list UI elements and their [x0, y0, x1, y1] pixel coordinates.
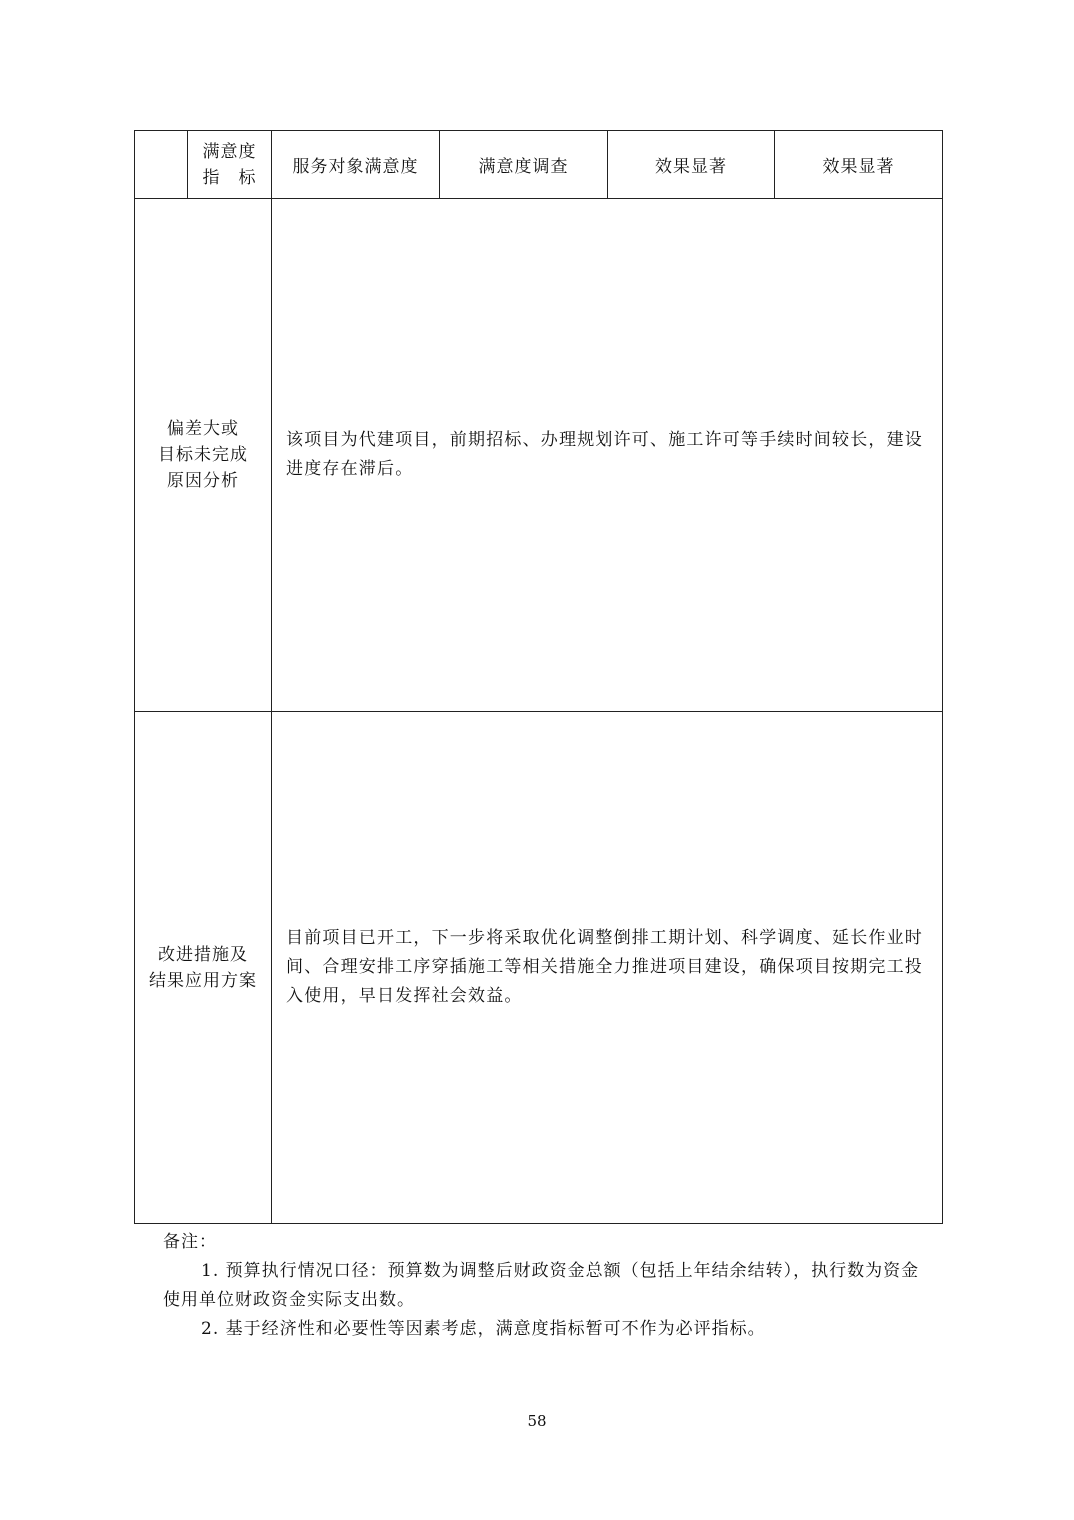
improvement-label-line1: 改进措施及 [158, 944, 248, 965]
blank-cell [135, 131, 188, 199]
improvement-content-cell [272, 712, 943, 1224]
indicator-type-cell [188, 131, 272, 199]
indicator-actual-cell: 效果显著 [775, 131, 943, 199]
deviation-label-line2: 目标未完成 [158, 445, 248, 465]
notes-heading: 备注： [163, 1232, 217, 1252]
indicator-method-cell: 满意度调查 [440, 131, 608, 199]
note-item-1: 1. 预算执行情况口径：预算数为调整后财政资金总额（包括上年结余结转），执行数为资金使用单位财政资金实际支出数。 [163, 1261, 920, 1310]
deviation-label-line3: 原因分析 [167, 471, 239, 491]
deviation-row [135, 199, 943, 712]
performance-table [134, 130, 943, 1224]
indicator-target-cell: 效果显著 [608, 131, 775, 199]
improvement-label-line2: 结果应用方案 [149, 970, 257, 991]
note-item-2: 2. 基于经济性和必要性等因素考虑，满意度指标暂可不作为必评指标。 [201, 1319, 766, 1339]
deviation-label-line1: 偏差大或 [167, 419, 239, 439]
deviation-text: 该项目为代建项目，前期招标、办理规划许可、施工许可等手续时间较长，建设进度存在滞后。 [286, 430, 923, 479]
deviation-content-cell [272, 199, 943, 712]
page-number: 58 [527, 1412, 547, 1430]
improvement-text: 目前项目已开工，下一步将采取优化调整倒排工期计划、科学调度、延长作业时间、合理安排工序穿插施工等相关措施全力推进项目建设，确保项目按期完工投入使用，早日发挥社会效益。 [286, 928, 923, 1006]
notes-section [163, 1228, 923, 1344]
deviation-label-cell [135, 199, 272, 712]
improvement-row [135, 712, 943, 1224]
satisfaction-row [135, 131, 943, 199]
improvement-label-cell [135, 712, 272, 1224]
indicator-type-line2: 指 标 [202, 167, 257, 188]
indicator-type-line1: 满意度 [202, 141, 257, 162]
indicator-name-cell: 服务对象满意度 [272, 131, 440, 199]
